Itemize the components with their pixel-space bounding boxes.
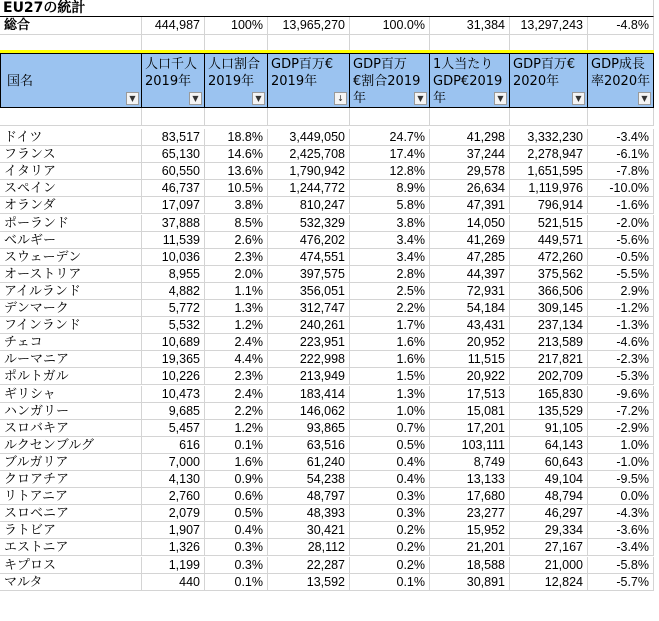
filter-dropdown-icon[interactable]: ▼ [572, 92, 585, 105]
data-cell[interactable]: 10,226 [142, 368, 205, 385]
data-cell[interactable]: 1.6% [350, 351, 430, 368]
data-cell[interactable]: 17,097 [142, 197, 205, 214]
data-cell[interactable]: 10,036 [142, 249, 205, 266]
country-name-cell[interactable]: スロベニア [0, 505, 142, 522]
data-cell[interactable]: 93,865 [268, 420, 350, 437]
data-cell[interactable]: 3,332,230 [510, 129, 588, 146]
data-cell[interactable]: 47,391 [430, 197, 510, 214]
data-cell[interactable]: 60,643 [510, 454, 588, 471]
data-cell[interactable]: -3.4% [588, 539, 654, 556]
data-cell[interactable]: 0.3% [350, 488, 430, 505]
data-cell[interactable]: 309,145 [510, 300, 588, 317]
data-cell[interactable]: 440 [142, 574, 205, 591]
data-cell[interactable]: -5.6% [588, 232, 654, 249]
column-header-label: 人口割合2019年 [208, 57, 261, 89]
data-cell[interactable]: 0.3% [350, 505, 430, 522]
data-cell[interactable]: 1.5% [350, 368, 430, 385]
empty-cell[interactable] [0, 108, 142, 126]
data-cell[interactable]: 5,532 [142, 317, 205, 334]
data-cell[interactable]: 8,749 [430, 454, 510, 471]
data-cell[interactable]: 29,578 [430, 163, 510, 180]
data-cell[interactable]: -9.6% [588, 386, 654, 403]
data-cell[interactable]: 4.4% [205, 351, 268, 368]
data-cell[interactable]: 1,326 [142, 539, 205, 556]
data-cell[interactable]: 17,680 [430, 488, 510, 505]
data-cell[interactable]: 0.7% [350, 420, 430, 437]
data-cell[interactable]: 54,184 [430, 300, 510, 317]
country-name-cell[interactable]: ルーマニア [0, 351, 142, 368]
data-cell[interactable]: 146,062 [268, 403, 350, 420]
header-highlight-band [268, 50, 350, 53]
data-cell[interactable]: 2,079 [142, 505, 205, 522]
data-cell[interactable]: 4,882 [142, 283, 205, 300]
data-cell[interactable]: 2.0% [205, 266, 268, 283]
data-cell[interactable]: 0.3% [205, 539, 268, 556]
data-cell[interactable]: 49,104 [510, 471, 588, 488]
data-cell[interactable]: 2.2% [350, 300, 430, 317]
column-header[interactable] [0, 53, 142, 108]
data-cell[interactable]: 3,449,050 [268, 129, 350, 146]
data-cell[interactable]: 64,143 [510, 437, 588, 454]
header-highlight-band [588, 50, 654, 53]
data-cell[interactable]: 60,550 [142, 163, 205, 180]
column-header[interactable] [205, 53, 268, 108]
country-name-cell[interactable]: フランス [0, 146, 142, 163]
data-cell[interactable]: 19,365 [142, 351, 205, 368]
data-cell[interactable]: 213,949 [268, 368, 350, 385]
data-cell[interactable]: 1.6% [350, 334, 430, 351]
data-cell[interactable]: -5.7% [588, 574, 654, 591]
country-name-cell[interactable]: アイルランド [0, 283, 142, 300]
data-cell[interactable]: 14.6% [205, 146, 268, 163]
data-cell[interactable]: 5,457 [142, 420, 205, 437]
data-cell[interactable]: -10.0% [588, 180, 654, 197]
data-cell[interactable]: -4.3% [588, 505, 654, 522]
data-cell[interactable]: 44,397 [430, 266, 510, 283]
data-cell[interactable]: 532,329 [268, 215, 350, 232]
column-header-label: GDP百万€ 2020年 [513, 57, 576, 89]
country-name-cell[interactable]: ドイツ [0, 129, 142, 146]
country-name-cell[interactable]: イタリア [0, 163, 142, 180]
data-cell[interactable]: 12.8% [350, 163, 430, 180]
data-cell[interactable]: -6.1% [588, 146, 654, 163]
data-cell[interactable]: 0.1% [205, 574, 268, 591]
data-cell[interactable]: -3.6% [588, 522, 654, 539]
data-cell[interactable]: 135,529 [510, 403, 588, 420]
sort-filter-icon[interactable]: ↓ [334, 92, 347, 105]
country-name-cell[interactable]: オーストリア [0, 266, 142, 283]
country-name-cell[interactable]: スペイン [0, 180, 142, 197]
column-header[interactable] [510, 53, 588, 108]
total-label[interactable]: 総合 [0, 17, 142, 35]
data-cell[interactable]: -4.6% [588, 334, 654, 351]
data-cell[interactable]: 28,112 [268, 539, 350, 556]
data-cell[interactable]: 8,955 [142, 266, 205, 283]
data-cell[interactable]: 15,952 [430, 522, 510, 539]
data-cell[interactable]: 43,431 [430, 317, 510, 334]
data-cell[interactable]: 2.9% [588, 283, 654, 300]
data-cell[interactable]: -1.2% [588, 300, 654, 317]
data-cell[interactable]: 0.1% [205, 437, 268, 454]
column-header-label: GDP百万€ 2019年 [271, 57, 334, 89]
total-value-cell[interactable]: 13,965,270 [268, 17, 350, 35]
column-header-label: 国名 [7, 74, 34, 89]
total-value-cell[interactable]: 13,297,243 [510, 17, 588, 35]
data-cell[interactable]: 2.8% [350, 266, 430, 283]
data-cell[interactable]: 165,830 [510, 386, 588, 403]
data-cell[interactable]: 3.8% [350, 215, 430, 232]
data-cell[interactable]: 30,421 [268, 522, 350, 539]
data-cell[interactable]: 8.5% [205, 215, 268, 232]
data-cell[interactable]: 13.6% [205, 163, 268, 180]
empty-cell[interactable] [142, 108, 205, 126]
column-header-label: GDP成長率2020年 [591, 57, 651, 89]
empty-cell[interactable] [205, 108, 268, 126]
data-cell[interactable]: 3.8% [205, 197, 268, 214]
data-cell[interactable]: 1,790,942 [268, 163, 350, 180]
data-cell[interactable]: 0.4% [350, 471, 430, 488]
data-cell[interactable]: 2.4% [205, 334, 268, 351]
data-cell[interactable]: -1.3% [588, 317, 654, 334]
data-cell[interactable]: 13,592 [268, 574, 350, 591]
header-highlight-band [510, 50, 588, 53]
total-value-cell[interactable]: 100.0% [350, 17, 430, 35]
data-cell[interactable]: 41,298 [430, 129, 510, 146]
data-cell[interactable]: -7.8% [588, 163, 654, 180]
data-cell[interactable]: 54,238 [268, 471, 350, 488]
data-cell[interactable]: 0.0% [588, 488, 654, 505]
data-cell[interactable]: 0.4% [350, 454, 430, 471]
header-highlight-band [350, 50, 430, 53]
data-cell[interactable]: 521,515 [510, 215, 588, 232]
column-header[interactable] [268, 53, 350, 108]
data-cell[interactable]: 1,907 [142, 522, 205, 539]
data-cell[interactable]: 222,998 [268, 351, 350, 368]
empty-cell[interactable] [588, 108, 654, 126]
data-cell[interactable]: 3.4% [350, 232, 430, 249]
data-cell[interactable]: 37,244 [430, 146, 510, 163]
country-name-cell[interactable]: チェコ [0, 334, 142, 351]
data-cell[interactable]: 61,240 [268, 454, 350, 471]
data-cell[interactable]: 1,244,772 [268, 180, 350, 197]
country-name-cell[interactable]: デンマーク [0, 300, 142, 317]
data-cell[interactable]: -1.0% [588, 454, 654, 471]
filter-dropdown-icon[interactable]: ▼ [252, 92, 265, 105]
data-cell[interactable]: 213,589 [510, 334, 588, 351]
data-cell[interactable]: 1,651,595 [510, 163, 588, 180]
data-cell[interactable]: 0.3% [205, 557, 268, 574]
data-cell[interactable]: 237,134 [510, 317, 588, 334]
country-name-cell[interactable]: マルタ [0, 574, 142, 591]
data-cell[interactable]: 5,772 [142, 300, 205, 317]
data-cell[interactable]: -2.3% [588, 351, 654, 368]
data-cell[interactable]: 202,709 [510, 368, 588, 385]
data-cell[interactable]: 14,050 [430, 215, 510, 232]
data-cell[interactable]: 2.6% [205, 232, 268, 249]
data-cell[interactable]: 1.1% [205, 283, 268, 300]
data-cell[interactable]: 20,952 [430, 334, 510, 351]
data-cell[interactable]: 2,760 [142, 488, 205, 505]
column-header[interactable] [350, 53, 430, 108]
filter-dropdown-icon[interactable]: ▼ [494, 92, 507, 105]
data-cell[interactable]: 23,277 [430, 505, 510, 522]
data-cell[interactable]: 0.6% [205, 488, 268, 505]
filter-dropdown-icon[interactable]: ▼ [638, 92, 651, 105]
column-header-label: GDP百万€割合2019年 [353, 57, 421, 106]
data-cell[interactable]: 11,515 [430, 351, 510, 368]
country-name-cell[interactable]: ベルギー [0, 232, 142, 249]
data-cell[interactable]: -5.5% [588, 266, 654, 283]
country-name-cell[interactable]: ポルトガル [0, 368, 142, 385]
data-cell[interactable]: 91,105 [510, 420, 588, 437]
data-cell[interactable]: 30,891 [430, 574, 510, 591]
country-name-cell[interactable]: クロアチア [0, 471, 142, 488]
data-cell[interactable]: 223,951 [268, 334, 350, 351]
data-cell[interactable]: 83,517 [142, 129, 205, 146]
data-cell[interactable]: 1.2% [205, 317, 268, 334]
data-cell[interactable]: 27,167 [510, 539, 588, 556]
header-highlight-band [430, 50, 510, 53]
data-cell[interactable]: 13,133 [430, 471, 510, 488]
data-cell[interactable]: 48,797 [268, 488, 350, 505]
total-value-cell[interactable]: -4.8% [588, 17, 654, 35]
data-cell[interactable]: 10,689 [142, 334, 205, 351]
data-cell[interactable]: -7.2% [588, 403, 654, 420]
data-cell[interactable]: 17,201 [430, 420, 510, 437]
data-cell[interactable]: 3.4% [350, 249, 430, 266]
data-cell[interactable]: 24.7% [350, 129, 430, 146]
country-name-cell[interactable]: リトアニア [0, 488, 142, 505]
data-cell[interactable]: -2.0% [588, 215, 654, 232]
data-cell[interactable]: -1.6% [588, 197, 654, 214]
data-cell[interactable]: -5.3% [588, 368, 654, 385]
country-name-cell[interactable]: エストニア [0, 539, 142, 556]
data-cell[interactable]: 17,513 [430, 386, 510, 403]
empty-cell[interactable] [510, 108, 588, 126]
data-cell[interactable]: 1,119,976 [510, 180, 588, 197]
data-cell[interactable]: -5.8% [588, 557, 654, 574]
data-cell[interactable]: 0.2% [350, 539, 430, 556]
data-cell[interactable]: 472,260 [510, 249, 588, 266]
data-cell[interactable]: 0.1% [350, 574, 430, 591]
data-cell[interactable]: 63,516 [268, 437, 350, 454]
data-cell[interactable]: 37,888 [142, 215, 205, 232]
data-cell[interactable]: 9,685 [142, 403, 205, 420]
data-cell[interactable]: 48,794 [510, 488, 588, 505]
country-name-cell[interactable]: ルクセンブルグ [0, 437, 142, 454]
data-cell[interactable]: 2.5% [350, 283, 430, 300]
country-name-cell[interactable]: フインランド [0, 317, 142, 334]
total-value-cell[interactable]: 444,987 [142, 17, 205, 35]
header-highlight-band [142, 50, 205, 53]
country-name-cell[interactable]: ブルガリア [0, 454, 142, 471]
column-header[interactable] [142, 53, 205, 108]
data-cell[interactable]: 26,634 [430, 180, 510, 197]
column-header-label: 人口千人2019年 [145, 57, 198, 89]
data-cell[interactable]: 46,297 [510, 505, 588, 522]
data-cell[interactable]: 48,393 [268, 505, 350, 522]
data-cell[interactable]: 72,931 [430, 283, 510, 300]
country-name-cell[interactable]: キプロス [0, 557, 142, 574]
data-cell[interactable]: 397,575 [268, 266, 350, 283]
data-cell[interactable]: 10.5% [205, 180, 268, 197]
country-name-cell[interactable]: ラトビア [0, 522, 142, 539]
total-value-cell[interactable]: 100% [205, 17, 268, 35]
data-cell[interactable]: 7,000 [142, 454, 205, 471]
data-cell[interactable]: 356,051 [268, 283, 350, 300]
data-cell[interactable]: 17.4% [350, 146, 430, 163]
data-cell[interactable]: 4,130 [142, 471, 205, 488]
sheet-title[interactable]: EU27の統計 [0, 0, 654, 17]
data-cell[interactable]: -3.4% [588, 129, 654, 146]
data-cell[interactable]: 0.5% [205, 505, 268, 522]
data-cell[interactable]: 616 [142, 437, 205, 454]
column-header-label: 1人当たりGDP€2019年 [433, 57, 503, 106]
filter-dropdown-icon[interactable]: ▼ [126, 92, 139, 105]
data-cell[interactable]: 0.2% [350, 557, 430, 574]
data-cell[interactable]: 29,334 [510, 522, 588, 539]
data-cell[interactable]: 2.4% [205, 386, 268, 403]
country-name-cell[interactable]: ハンガリー [0, 403, 142, 420]
data-cell[interactable]: 1.7% [350, 317, 430, 334]
data-cell[interactable]: 22,287 [268, 557, 350, 574]
data-cell[interactable]: 20,922 [430, 368, 510, 385]
data-cell[interactable]: 183,414 [268, 386, 350, 403]
data-cell[interactable]: 1,199 [142, 557, 205, 574]
data-cell[interactable]: 1.6% [205, 454, 268, 471]
data-cell[interactable]: 312,747 [268, 300, 350, 317]
data-cell[interactable]: 474,551 [268, 249, 350, 266]
data-cell[interactable]: 41,269 [430, 232, 510, 249]
data-cell[interactable]: 2.3% [205, 249, 268, 266]
data-cell[interactable]: 21,201 [430, 539, 510, 556]
total-value-cell[interactable]: 31,384 [430, 17, 510, 35]
data-cell[interactable]: 65,130 [142, 146, 205, 163]
empty-cell[interactable] [350, 108, 430, 126]
data-cell[interactable]: 0.2% [350, 522, 430, 539]
empty-cell[interactable] [268, 108, 350, 126]
data-cell[interactable]: 46,737 [142, 180, 205, 197]
data-cell[interactable]: 1.0% [588, 437, 654, 454]
data-cell[interactable]: 18,588 [430, 557, 510, 574]
data-cell[interactable]: 0.4% [205, 522, 268, 539]
data-cell[interactable]: 11,539 [142, 232, 205, 249]
data-cell[interactable]: 2,278,947 [510, 146, 588, 163]
data-cell[interactable]: -0.5% [588, 249, 654, 266]
column-header[interactable] [588, 53, 654, 108]
data-cell[interactable]: 796,914 [510, 197, 588, 214]
data-cell[interactable]: 1.2% [205, 420, 268, 437]
data-cell[interactable]: -2.9% [588, 420, 654, 437]
filter-dropdown-icon[interactable]: ▼ [189, 92, 202, 105]
data-cell[interactable]: 12,824 [510, 574, 588, 591]
data-cell[interactable]: 47,285 [430, 249, 510, 266]
country-name-cell[interactable]: ギリシャ [0, 386, 142, 403]
country-name-cell[interactable]: スウェーデン [0, 249, 142, 266]
data-cell[interactable]: 449,571 [510, 232, 588, 249]
data-cell[interactable]: 10,473 [142, 386, 205, 403]
data-cell[interactable]: 5.8% [350, 197, 430, 214]
data-cell[interactable]: 0.9% [205, 471, 268, 488]
country-name-cell[interactable]: ポーランド [0, 215, 142, 232]
data-cell[interactable]: 366,506 [510, 283, 588, 300]
data-cell[interactable]: 2,425,708 [268, 146, 350, 163]
country-name-cell[interactable]: スロバキア [0, 420, 142, 437]
data-cell[interactable]: 0.5% [350, 437, 430, 454]
filter-dropdown-icon[interactable]: ▼ [414, 92, 427, 105]
data-cell[interactable]: 1.0% [350, 403, 430, 420]
data-cell[interactable]: 375,562 [510, 266, 588, 283]
data-cell[interactable]: 21,000 [510, 557, 588, 574]
data-cell[interactable]: 1.3% [205, 300, 268, 317]
data-cell[interactable]: 18.8% [205, 129, 268, 146]
country-name-cell[interactable]: オランダ [0, 197, 142, 214]
header-highlight-band [0, 50, 142, 53]
data-cell[interactable]: -9.5% [588, 471, 654, 488]
data-cell[interactable]: 810,247 [268, 197, 350, 214]
column-header[interactable] [430, 53, 510, 108]
data-cell[interactable]: 15,081 [430, 403, 510, 420]
empty-cell[interactable] [430, 108, 510, 126]
data-cell[interactable]: 103,111 [430, 437, 510, 454]
data-cell[interactable]: 476,202 [268, 232, 350, 249]
data-cell[interactable]: 8.9% [350, 180, 430, 197]
data-cell[interactable]: 2.2% [205, 403, 268, 420]
data-cell[interactable]: 1.3% [350, 386, 430, 403]
data-cell[interactable]: 240,261 [268, 317, 350, 334]
data-cell[interactable]: 2.3% [205, 368, 268, 385]
data-cell[interactable]: 217,821 [510, 351, 588, 368]
header-highlight-band [205, 50, 268, 53]
